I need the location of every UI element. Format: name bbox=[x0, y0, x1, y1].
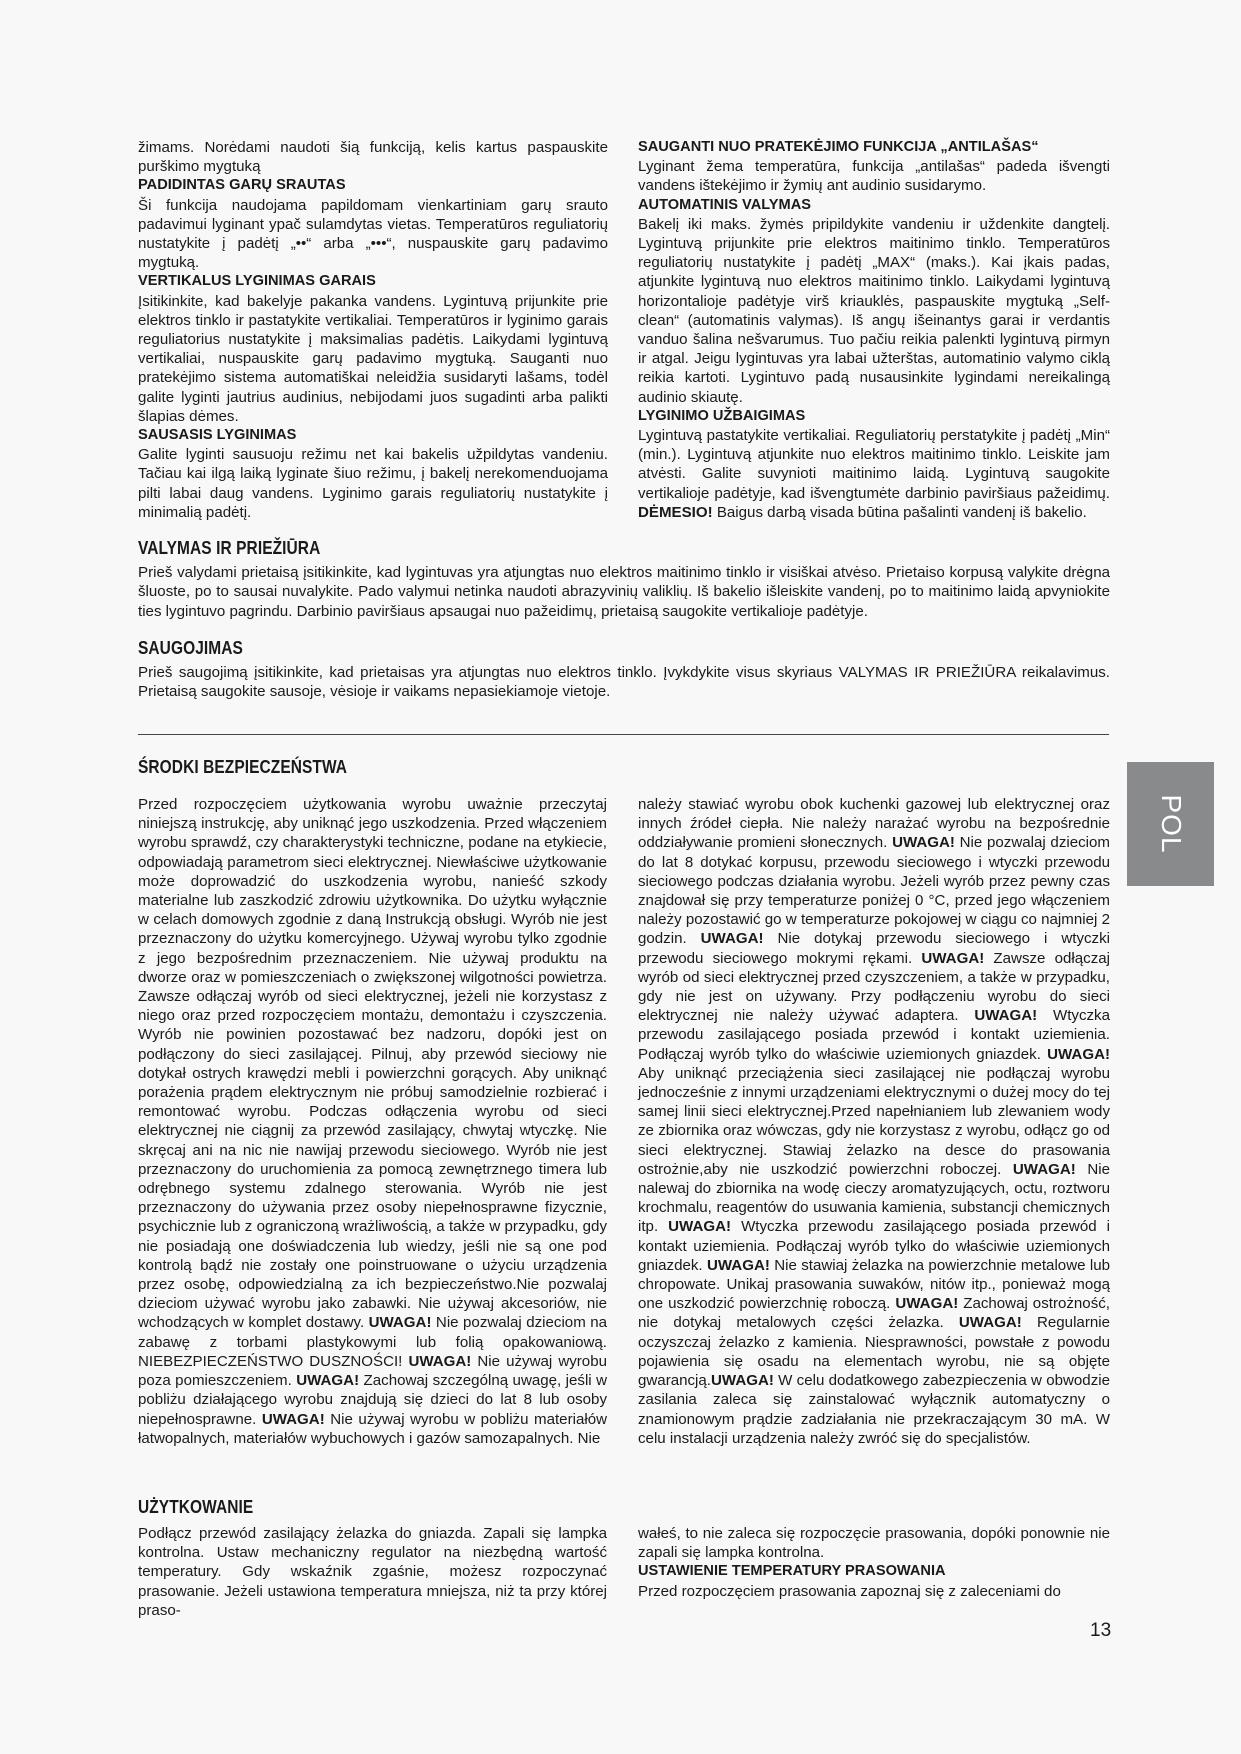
section-divider bbox=[138, 734, 1109, 735]
paragraph: Galite lyginti sausuoju režimu net kai bakelis užpildytas vandeniu. Tačiau kai ilgą laiką lyginate šiuo režimu, į bakelį nerekomenduojama pilti labai daug vandens. Lyginimo garais reguliatorių nustatykite į minimalią padėtį. bbox=[138, 446, 608, 521]
warning-keyword: UWAGA! bbox=[261, 1410, 325, 1428]
warning-keyword: UWAGA! bbox=[706, 1256, 770, 1274]
language-tab bbox=[1127, 762, 1214, 886]
page-number: 13 bbox=[1090, 1620, 1112, 1641]
paragraph: Lygintuvą pastatykite vertikaliai. Reguliatorių perstatykite į padėtį „Min“ (min.). Lygintuvą atjunkite nuo elektros maitinimo tinklo. Leiskite jam atvėsti. Galite suvynioti maitinimo laidą. Lygintuvą saugokite vertikalioje padėtyje, kad išvengtumėte darbinio paviršiaus pažeidimų. DĖMESIO! Baigus darbą visada būtina pašalinti vandenį iš bakelio. bbox=[638, 427, 1110, 521]
paragraph: Bakelį iki maks. žymės pripildykite vandeniu ir uždenkite dangtelį. Lygintuvą prijunkite prie elektros maitinimo tinklo. Temperatūros reguliatorių nustatykite į padėtį „MAX“ (maks.). Kai įkais padas, atjunkite lygintuvą nuo elektros maitinimo tinklo. Laikydami lygintuvą horizontalioje padėtyje virš kriauklės, paspauskite mygtuką „Self-clean“ (automatinis valymas). Iš angų išeinantys garai ir verdantis vanduo šalina nešvarumus. Tuo pačiu reikia palenkti lygintuvą pirmyn ir atgal. Jeigu lygintuvas yra labai užterštas, automatinio valymo ciklą reikia kartoti. Lygintuvo padą nusausinkite lygindami nereikalingą audinio skiautę. bbox=[638, 215, 1110, 406]
warning-keyword: UWAGA! bbox=[958, 1314, 1022, 1332]
lt-right-column bbox=[638, 138, 1110, 522]
warning-keyword: UWAGA! bbox=[892, 834, 955, 852]
warning-keyword: UWAGA! bbox=[974, 1007, 1038, 1025]
warning-keyword: UWAGA! bbox=[921, 949, 985, 967]
subheading: VERTIKALUS LYGINIMAS GARAIS bbox=[138, 273, 376, 290]
warning-keyword: UWAGA! bbox=[895, 1295, 959, 1313]
warning-keyword: UWAGA! bbox=[368, 1314, 432, 1332]
language-tab-label: POL bbox=[1155, 794, 1187, 854]
warning-keyword: UWAGA! bbox=[1047, 1045, 1110, 1063]
saugojimas-text: Prieš saugojimą įsitikinkite, kad prietaisas yra atjungtas nuo elektros tinklo. Įvykdykite visus skyriaus VALYMAS IR PRIEŽIŪRA reikalavimus. Prietaisą saugokite sausoje, vėsioje ir vaikams nepasiekiamoje vietoje. bbox=[138, 664, 1110, 701]
warning-keyword: UWAGA! bbox=[700, 930, 764, 948]
srodki-right-text: należy stawiać wyrobu obok kuchenki gazowej lub elektrycznej oraz innych źródeł ciepła. Nie należy narażać wyrobu na bezpośrednie oddziaływanie promieni słonecznych. UWAGA! Nie pozwalaj dzieciom do lat 8 dotykać korpusu, przewodu sieciowego i wtyczki przewodu sieciowego podczas działania wyrobu. Jeżeli wyrób przez pewny czas znajdował się przy temperaturze poniżej 0 °C, przed jego włączeniem należy pozostawić go w temperaturze pokojowej w ciągu co najmniej 2 godzin. UWAGA! Nie dotykaj przewodu sieciowego i wtyczki przewodu sieciowego mokrymi rękami. UWAGA! Zawsze odłączaj wyrób od sieci elektrycznej przed czyszczeniem, a także w przypadku, gdy nie jest on używany. Przy podłączeniu wyrobu do sieci elektrycznej nie należy używać adaptera. UWAGA! Wtyczka przewodu zasilającego posiada przewód i kontakt uziemienia. Podłączaj wyrób tylko do właściwie uziemionych gniazdek. UWAGA! Aby uniknąć przeciążenia sieci zasilającej nie podłączaj wyrobu jednocześnie z innymi urządzeniami elektrycznymi o dużej mocy do tej samej linii sieci elektrycznej.Przed napełnianiem lub zlewaniem wody ze zbiornika oraz wówczas, gdy nie korzystasz z wyrobu, odłącz go od sieci elektrycznej. Stawiaj żelazko na desce do prasowania ostrożnie,aby nie uszkodzić powierzchni roboczej. UWAGA! Nie nalewaj do zbiornika na wodę cieczy aromatyzujących, octu, roztworu krochmalu, reagentów do usuwania kamienia, substancji chemicznych itp. UWAGA! Wtyczka przewodu zasilającego posiada przewód i kontakt uziemienia. Podłączaj wyrób tylko do właściwie uziemionych gniazdek. UWAGA! Nie stawiaj żelazka na powierzchnie metalowe lub chropowate. Unikaj prasowania suwaków, nitów itp., ponieważ mogą one uszkodzić powierzchnię roboczą. UWAGA! Zachowaj ostrożność, nie dotykaj metalowych części żelazka. UWAGA! Regularnie oczyszczaj żelazko z kamienia. Niesprawności, powstałe z powodu pojawienia się osadu na elementach wyrobu, nie są objęte gwarancją.UWAGA! W celu dodatkowego zabezpieczenia w obwodzie zasilania zaleca się zainstalować wyłącznik automatyczny o znamionowym prądzie zadziałania nie przekraczającym 30 mA. W celu instalacji urządzenia należy zwróć się do specjalistów. bbox=[638, 796, 1110, 1447]
warning-keyword: UWAGA! bbox=[408, 1352, 472, 1370]
temperatura-text: Przed rozpoczęciem prasowania zapoznaj się z zaleceniami do bbox=[638, 1582, 1061, 1600]
saugojimas-heading: SAUGOJIMAS bbox=[138, 638, 243, 658]
subheading: SAUSASIS LYGINIMAS bbox=[138, 427, 297, 444]
paragraph: žimams. Norėdami naudoti šią funkciją, kelis kartus paspauskite purškimo mygtuką bbox=[138, 139, 608, 176]
valymas-text: Prieš valydami prietaisą įsitikinkite, kad lygintuvas yra atjungtas nuo elektros maitinimo tinklo ir visiškai atvėso. Prietaiso korpusą valykite drėgna šluoste, po to sausai nuvalykite. Pado valymui netinka naudoti abrazyvinių valiklių. Iš bakelio išleiskite vandenį, po to maitinimo laidą apvyniokite ties lygintuvo pagrindu. Darbinio paviršiaus apsaugai nuo pažeidimų, prietaisą saugokite vertikalioje padėtyje. bbox=[138, 564, 1110, 620]
warning-keyword: DĖMESIO! bbox=[638, 503, 713, 521]
subheading: PADIDINTAS GARŲ SRAUTAS bbox=[138, 177, 346, 194]
subheading: AUTOMATINIS VALYMAS bbox=[638, 196, 811, 213]
valymas-heading: VALYMAS IR PRIEŽIŪRA bbox=[138, 538, 321, 558]
uzytkowanie-left-text: Podłącz przewód zasilający żelazka do gniazda. Zapali się lampka kontrolna. Ustaw mechaniczny regulator na niezbędną wartość temperatury. Gdy wskaźnik zgaśnie, możesz rozpoczynać prasowanie. Jeżeli ustawiona temperatura mniejsza, niż ta przy której praso- bbox=[138, 1525, 607, 1619]
warning-keyword: UWAGA! bbox=[668, 1218, 732, 1236]
warning-keyword: UWAGA! bbox=[711, 1372, 774, 1390]
warning-keyword: UWAGA! bbox=[296, 1372, 360, 1390]
lt-left-column bbox=[138, 138, 608, 522]
subheading: LYGINIMO UŽBAIGIMAS bbox=[638, 407, 806, 424]
warning-keyword: UWAGA! bbox=[1012, 1160, 1076, 1178]
paragraph: Įsitikinkite, kad bakelyje pakanka vandens. Lygintuvą prijunkite prie elektros tinklo ir pastatykite vertikaliai. Temperatūros ir lyginimo garais reguliatorius nustatykite į maksimalias padėtis. Laikydami lygintuvą vertikaliai, nuspauskite garų padavimo mygtuką. Sauganti nuo pratekėjimo sistema automatiškai neleidžia susidaryti lašams, todėl galite lyginti jautrius audinius, nebijodami juos sugadinti arba palikti šlapias dėmes. bbox=[138, 292, 608, 425]
temperatura-subheading: USTAWIENIE TEMPERATURY PRASOWANIA bbox=[638, 1563, 946, 1580]
uzytkowanie-heading: UŻYTKOWANIE bbox=[138, 1497, 254, 1517]
subheading: SAUGANTI NUO PRATEKĖJIMO FUNKCIJA „ANTILAŠAS“ bbox=[638, 139, 1039, 155]
paragraph: Ši funkcija naudojama papildomam vienkartiniam garų srauto padavimui lyginant ypač sulamdytas vietas. Temperatūros reguliatorių nustatykite į padėtį „••“ arba „•••“, nuspauskite garų padavimo mygtuką. bbox=[138, 196, 608, 272]
paragraph: Lyginant žema temperatūra, funkcija „antilašas“ padeda išvengti vandens ištekėjimo ir žymių ant audinio susidarymo. bbox=[638, 158, 1110, 195]
srodki-heading: ŚRODKI BEZPIECZEŃSTWA bbox=[138, 757, 348, 777]
srodki-left-text: Przed rozpoczęciem użytkowania wyrobu uważnie przeczytaj niniejszą instrukcję, aby uniknąć jego uszkodzenia. Przed włączeniem wyrobu sprawdź, czy charakterystyki techniczne, podane na etykiecie, odpowiadają parametrom sieci elektrycznej. Niewłaściwe użytkowanie może doprowadzić do uszkodzenia wyrobu, nanieść szkody materialne lub zaszkodzić zdrowiu użytkownika. Do użytku wyłącznie w celach domowych zgodnie z daną Instrukcją obsługi. Wyrób nie jest przeznaczony do użytku komercyjnego. Używaj wyrobu tylko zgodnie z jego bezpośrednim przeznaczeniem. Nie używaj produktu na dworze oraz w pomieszczeniach o zwiększonej wilgotności powietrza. Zawsze odłączaj wyrób od sieci elektrycznej, jeżeli nie korzystasz z niego oraz przed rozpoczęciem montażu, demontażu i czyszczenia. Wyrób nie powinien pozostawać bez nadzoru, dopóki jest on podłączony do sieci zasilającej. Pilnuj, aby przewód sieciowy nie dotykał ostrych krawędzi mebli i powierzchni gorących. Aby uniknąć porażenia prądem elektrycznym nie próbuj samodzielnie rozbierać i remontować wyrobu. Podczas odłączenia wyrobu od sieci elektrycznej nie ciągnij za przewód zasilający, chwytaj wtyczkę. Nie skręcaj ani na nic nie nawijaj przewodu sieciowego. Wyrób nie jest przeznaczony do uruchomienia za pomocą zewnętrznego timera lub odrębnego systemu zdalnego sterowania. Wyrób nie jest przeznaczony do używania przez osoby niepełnosprawne fizycznie, psychicznie lub z ograniczoną wrażliwością, a także w przypadku, gdy nie posiadają one doświadczenia lub wiedzy, jeśli nie są one pod kontrolą bądź nie zostały one poinstruowane o użyciu urządzenia przez osobę, odpowiedzialną za ich bezpieczeństwo.Nie pozwalaj dzieciom używać wyrobu jako zabawki. Nie używaj akcesoriów, nie wchodzących w komplet dostawy. UWAGA! Nie pozwalaj dzieciom na zabawę z torbami plastykowymi lub folią opakowaniową. NIEBEZPIECZEŃSTWO DUSZNOŚCI! UWAGA! Nie używaj wyrobu poza pomieszczeniem. UWAGA! Zachowaj szczególną uwagę, jeśli w pobliżu działającego wyrobu znajdują się dzieci do lat 8 lub osoby niepełnosprawne. UWAGA! Nie używaj wyrobu w pobliżu materiałów łatwopalnych, materiałów wybuchowych i gazów samozapalnych. Nie bbox=[138, 796, 608, 1447]
uzytkowanie-right-column bbox=[638, 1524, 1110, 1601]
uzytkowanie-right-text: wałeś, to nie zaleca się rozpoczęcie prasowania, dopóki ponownie nie zapali się lampka kontrolna. bbox=[638, 1525, 1110, 1562]
